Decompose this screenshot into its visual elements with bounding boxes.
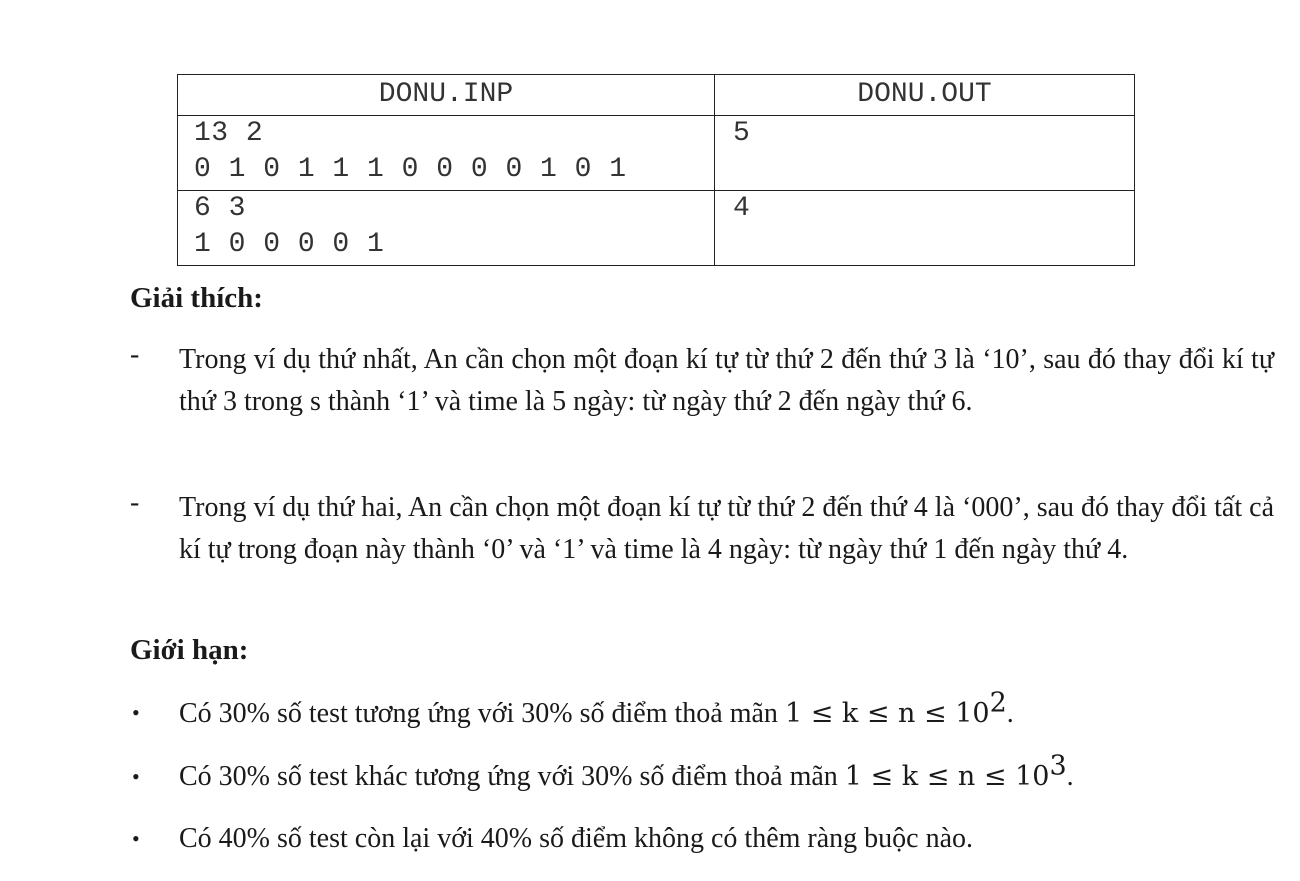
table-header-row	[178, 75, 1135, 116]
limits-heading: Giới hạn:	[130, 634, 249, 666]
limits-item-text: Có 30% số test tương ứng với 30% số điểm thoả mãn	[179, 698, 785, 729]
limits-item-text: Có 30% số test khác tương ứng với 30% số điểm thoả mãn	[179, 761, 845, 792]
math-expression: 1 ≤ k ≤ n ≤ 10	[844, 761, 1050, 792]
explanation-item-1: Trong ví dụ thứ nhất, An cần chọn một đoạn kí tự từ thứ 2 đến thứ 3 là ‘10’, sau đó thay đổi kí tự thứ 3 trong s thành ‘1’ và time là 5 ngày: từ ngày thứ 2 đến ngày thứ 6.	[179, 344, 1274, 417]
dash-marker: -	[130, 487, 140, 518]
inp-line: 0 1 0 1 1 1 0 0 0 0 1 0 1	[194, 154, 627, 185]
explanation-item-2: Trong ví dụ thứ hai, An cần chọn một đoạn kí tự từ thứ 2 đến thứ 4 là ‘000’, sau đó thay đổi tất cả kí tự trong đoạn này thành ‘0’ và ‘1’ và time là 4 ngày: từ ngày thứ 1 đến ngày thứ 4.	[179, 492, 1274, 565]
limits-item-1: Có 30% số test tương ứng với 30% số điểm thoả mãn $1 \le k \le n \le 10^2$.	[179, 687, 1014, 729]
inp-cell	[178, 191, 715, 266]
header-inp: DONU.INP	[178, 75, 715, 116]
table-row	[178, 191, 1135, 266]
out-cell: 4	[715, 191, 1135, 266]
header-out: DONU.OUT	[715, 75, 1135, 116]
inp-cell	[178, 116, 715, 191]
dash-marker: -	[130, 339, 140, 370]
limits-item-3: Có 40% số test còn lại với 40% số điểm không có thêm ràng buộc nào.	[179, 823, 974, 854]
explanation-heading: Giải thích:	[130, 282, 263, 314]
table-row	[178, 116, 1135, 191]
math-exponent: 3	[1049, 750, 1067, 782]
bullet-icon: •	[132, 700, 140, 725]
inp-line: 6 3	[194, 193, 246, 224]
io-example-table	[177, 74, 1135, 266]
bullet-icon: •	[132, 764, 140, 789]
math-exponent: 2	[989, 687, 1007, 719]
inp-line: 13 2	[194, 118, 264, 149]
bullet-icon: •	[132, 826, 140, 851]
limits-item-2: Có 30% số test khác tương ứng với 30% số điểm thoả mãn $1 \le k \le n \le 10^3$.	[179, 750, 1074, 792]
math-expression: 1 ≤ k ≤ n ≤ 10	[784, 698, 990, 729]
inp-line: 1 0 0 0 0 1	[194, 229, 385, 260]
out-cell: 5	[715, 116, 1135, 191]
